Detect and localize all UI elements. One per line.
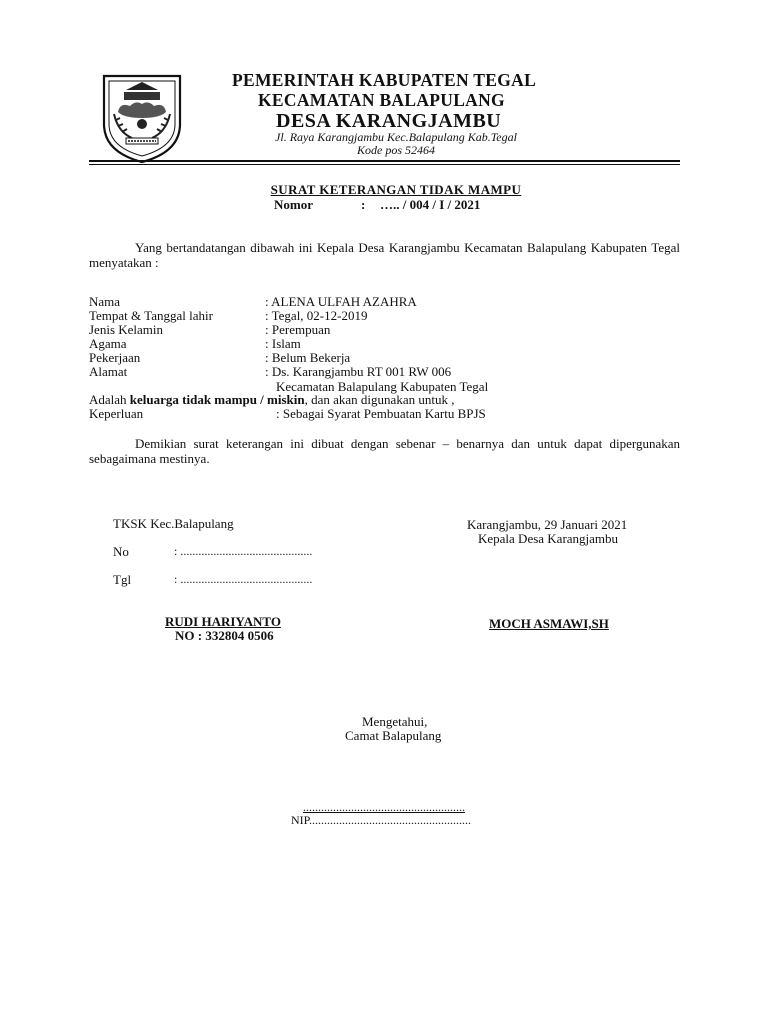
address-line-2: Kecamatan Balapulang Kabupaten Tegal xyxy=(276,379,489,394)
camat-name-line: ...................................................... xyxy=(303,800,465,814)
camat-nip: NIP...................................................... xyxy=(291,813,472,827)
field-value: : Ds. Karangjambu RT 001 RW 006 xyxy=(265,364,452,379)
header-district: KECAMATAN BALAPULANG xyxy=(258,90,505,110)
number-label: Nomor xyxy=(274,197,313,212)
field-value: : Islam xyxy=(265,336,301,351)
tksk-org: TKSK Kec.Balapulang xyxy=(113,516,234,531)
tksk-signatory-name: RUDI HARIYANTO xyxy=(165,614,281,629)
tksk-date-value: : ............................................ xyxy=(174,572,313,586)
statement-status: keluarga tidak mampu / miskin xyxy=(129,392,305,407)
purpose-value: : Sebagai Syarat Pembuatan Kartu BPJS xyxy=(276,406,486,421)
field-label: Jenis Kelamin xyxy=(89,322,164,337)
field-label: Tempat & Tanggal lahir xyxy=(89,308,213,323)
village-head-name: MOCH ASMAWI,SH xyxy=(489,616,609,631)
field-label: Agama xyxy=(89,336,127,351)
header-address: Jl. Raya Karangjambu Kec.Balapulang Kab.Tegal xyxy=(275,130,517,144)
place-date: Karangjambu, 29 Januari 2021 xyxy=(467,517,628,532)
field-value: : Tegal, 02-12-2019 xyxy=(265,308,368,323)
letter-title: SURAT KETERANGAN TIDAK MAMPU xyxy=(270,182,522,197)
tksk-no-value: : ............................................ xyxy=(174,544,313,558)
statement-prefix: Adalah xyxy=(89,392,130,407)
header-postal-code: Kode pos 52464 xyxy=(357,143,435,157)
closing-paragraph: Demikian surat keterangan ini dibuat dengan sebenar – benarnya dan untuk dapat dipergunakan sebagaimana mestinya. xyxy=(89,436,680,466)
field-value: : Perempuan xyxy=(265,322,331,337)
acknowledged-label: Mengetahui, xyxy=(362,714,428,729)
field-label: Alamat xyxy=(89,364,128,379)
intro-paragraph: Yang bertandatangan dibawah ini Kepala Desa Karangjambu Kecamatan Balapulang Kabupaten Tegal menyatakan : xyxy=(89,240,680,270)
statement-suffix: , dan akan digunakan untuk , xyxy=(304,392,455,407)
field-label: Pekerjaan xyxy=(89,350,141,365)
field-value: : Belum Bekerja xyxy=(265,350,351,365)
village-head-position: Kepala Desa Karangjambu xyxy=(478,531,619,546)
number-value: ….. / 004 / I / 2021 xyxy=(380,197,481,212)
field-label: Nama xyxy=(89,294,121,309)
purpose-label: Keperluan xyxy=(89,406,144,421)
tksk-date-label: Tgl xyxy=(113,572,132,587)
header-village: DESA KARANGJAMBU xyxy=(276,110,502,132)
header-government: PEMERINTAH KABUPATEN TEGAL xyxy=(232,70,537,90)
header-rule-thick xyxy=(89,160,680,162)
field-value: : ALENA ULFAH AZAHRA xyxy=(265,294,417,309)
header-rule-thin xyxy=(89,164,680,165)
number-colon: : xyxy=(361,197,366,212)
tksk-no-label: No xyxy=(113,544,129,559)
tksk-signatory-id: NO : 332804 0506 xyxy=(175,628,274,643)
camat-position: Camat Balapulang xyxy=(345,728,442,743)
